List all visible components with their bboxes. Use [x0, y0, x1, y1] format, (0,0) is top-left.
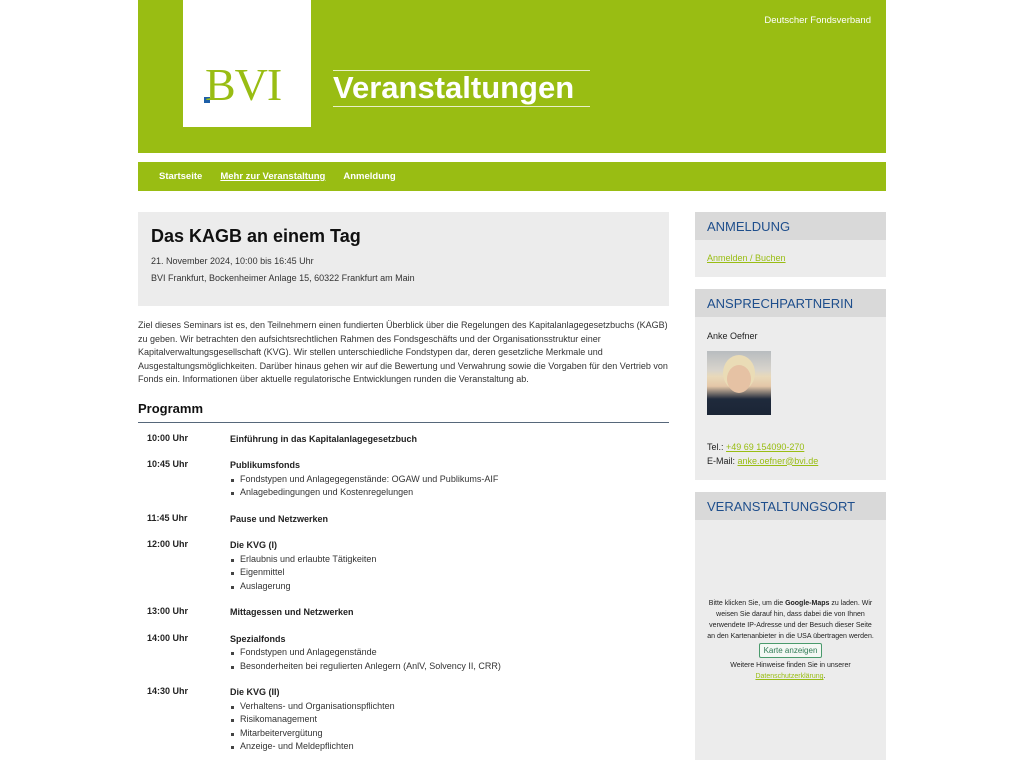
- program-item: [138, 633, 669, 674]
- program-time: 11:45 Uhr: [147, 512, 188, 523]
- phone-label: Tel.:: [707, 442, 724, 452]
- program-point: Fondstypen und Anlagegegenstände: OGAW und Publikums-AIF: [230, 473, 669, 487]
- event-location: BVI Frankfurt, Bockenheimer Anlage 15, 60322 Frankfurt am Main: [151, 273, 415, 283]
- program-time: 14:00 Uhr: [147, 632, 189, 643]
- program-time: 12:00 Uhr: [147, 539, 189, 549]
- contact-name: Anke Oefner: [707, 331, 758, 341]
- program-time: 14:30 Uhr: [147, 686, 189, 696]
- program-item-title: Einführung in das Kapitalanlagegesetzbuch: [230, 433, 418, 444]
- contact-heading: ANSPRECHPARTNERIN: [695, 289, 886, 317]
- privacy-period: .: [823, 673, 826, 680]
- registration-card: [695, 212, 886, 277]
- main-content: [138, 212, 669, 767]
- sidebar: [695, 212, 886, 772]
- main-nav: [138, 162, 886, 191]
- event-title: Das KAGB an einem Tag: [151, 226, 361, 246]
- program-point: Fondstypen und Anlagegenstände: [230, 646, 669, 660]
- nav-startseite[interactable]: Startseite: [159, 171, 203, 182]
- program-item: [138, 686, 669, 754]
- program-point: Erlaubnis und erlaubte Tätigkeiten: [230, 553, 669, 567]
- map-notice-text: Bitte klicken Sie, um die: [708, 600, 786, 607]
- program-point: Anlagebedingungen und Kostenregelungen: [230, 486, 669, 500]
- contact-photo: [707, 351, 771, 415]
- map-placeholder: [695, 520, 886, 760]
- event-intro: Ziel dieses Seminars ist es, den Teilnehmern einen fundierten Überblick über die Regelungen des Kapitalanlagegesetzbuchs (KAGB) zu geben. Wir betrachten den aufsichtsrechtlichen Rahmen des Fondsgeschäfts und der Organisationsstruktur einer Kapitalverwaltungsgesellschaft (KVG). Wir stellen unterschiedliche Fondstypen dar, deren gesetzliche Merkmale und Ausgestaltungsmöglichkeiten. Darüber hinaus gehen wir auf die Bewertung und Verwahrung sowie die Vorgaben für den Vertrieb von Fonds ein. Informationen über aktuelle regulatorische Entwicklungen runden die Veranstaltung ab.: [138, 320, 668, 384]
- program-item: [138, 513, 669, 527]
- contact-card: [695, 289, 886, 480]
- program-item-title: Die KVG (II): [230, 687, 280, 697]
- program-item-title: Spezialfonds: [230, 633, 286, 644]
- show-map-button[interactable]: Karte anzeigen: [759, 643, 823, 658]
- logo-text: BVI: [205, 59, 282, 110]
- venue-heading: VERANSTALTUNGSORT: [695, 492, 886, 520]
- map-notice-text: zu laden. Wir weisen Sie darauf hin, dass dabei die von Ihnen verwendete IP-Adresse und der Besuch dieser Seite an den Kartenanbieter in die USA übertragen werden.: [707, 600, 874, 640]
- map-notice: [705, 598, 876, 642]
- privacy-text: Weitere Hinweise finden Sie in unserer: [730, 662, 851, 669]
- program-item-title: Pause und Netzwerken: [230, 513, 329, 524]
- tagline: Deutscher Fondsverband: [764, 15, 871, 26]
- program-item-title: Mittagessen und Netzwerken: [230, 607, 354, 617]
- program-time: 10:00 Uhr: [147, 432, 189, 443]
- event-datetime: 21. November 2024, 10:00 bis 16:45 Uhr: [151, 256, 314, 266]
- program-point: Besonderheiten bei regulierten Anlegern (AnlV, Solvency II, CRR): [230, 660, 669, 674]
- program-time: 13:00 Uhr: [147, 606, 189, 616]
- register-link[interactable]: Anmelden / Buchen: [707, 253, 786, 263]
- program-point: Risikomanagement: [230, 713, 669, 727]
- program-time: 10:45 Uhr: [147, 459, 189, 469]
- privacy-link[interactable]: Datenschutzerklärung: [755, 673, 824, 680]
- nav-mehr-zur-veranstaltung[interactable]: Mehr zur Veranstaltung: [220, 171, 326, 182]
- phone-link[interactable]: +49 69 154090-270: [726, 442, 805, 452]
- program-point: Verhaltens- und Organisationspflichten: [230, 700, 669, 714]
- map-notice-bold: Google-Maps: [785, 600, 830, 607]
- program-item: [138, 539, 669, 593]
- program-item: [138, 433, 669, 447]
- program-point: Anzeige- und Meldepflichten: [230, 740, 669, 754]
- event-summary: [138, 212, 669, 306]
- program-item-title: Die KVG (I): [230, 540, 278, 550]
- nav-anmeldung[interactable]: Anmeldung: [343, 171, 396, 182]
- site-header: [138, 0, 886, 153]
- program-item: [138, 606, 669, 620]
- program-point: Mitarbeitervergütung: [230, 727, 669, 741]
- program-list: [138, 433, 669, 754]
- program-title: Programm: [138, 401, 669, 423]
- program-item-title: Publikumsfonds: [230, 460, 301, 470]
- brand-title: Veranstaltungen: [333, 70, 590, 107]
- email-link[interactable]: anke.oefner@bvi.de: [737, 455, 819, 466]
- program-item: [138, 459, 669, 500]
- program-point: Eigenmittel: [230, 566, 669, 580]
- venue-card: [695, 492, 886, 760]
- bvi-logo[interactable]: [183, 0, 311, 127]
- email-label: E-Mail:: [707, 455, 736, 466]
- program-point: Auslagerung: [230, 580, 669, 594]
- registration-heading: ANMELDUNG: [695, 212, 886, 240]
